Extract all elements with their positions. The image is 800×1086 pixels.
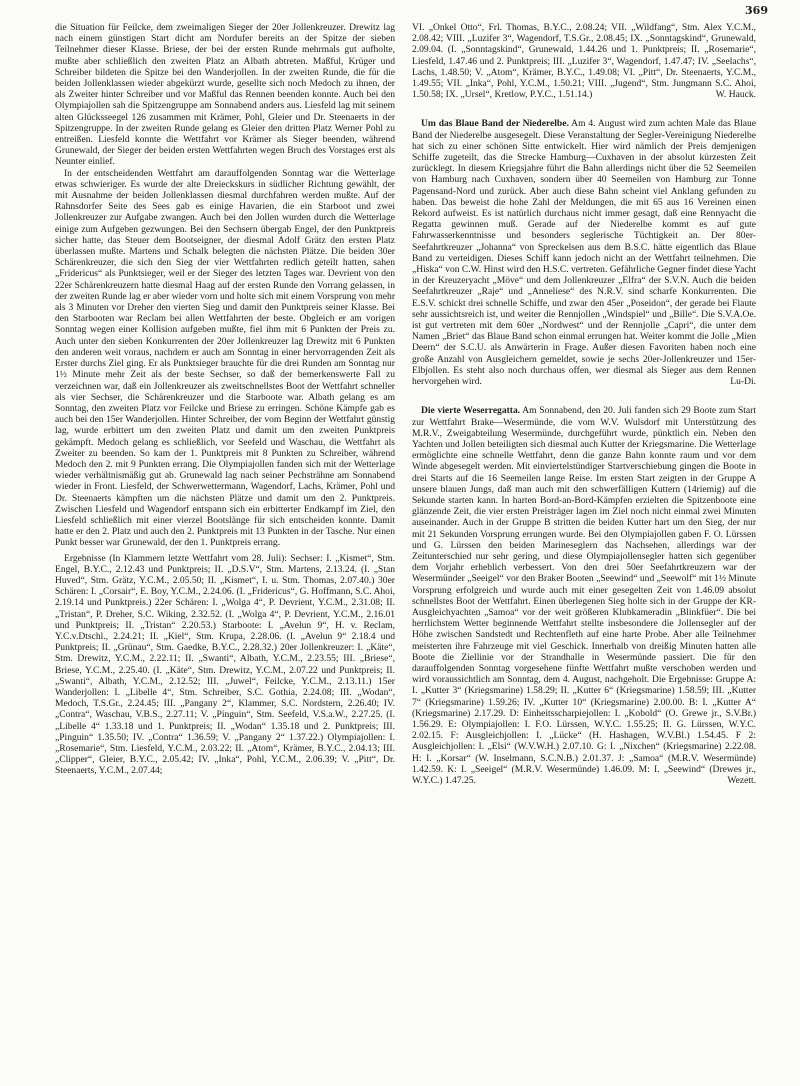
article-author: Lu-Di.	[730, 376, 756, 388]
article-author: W. Hauck.	[715, 89, 756, 101]
article-blaues-band	[412, 118, 756, 387]
page-number: 369	[745, 4, 768, 17]
article-heading: Die vierte Weserregatta.	[421, 405, 521, 417]
article-body: Am Sonnabend, den 20. Juli fanden sich 29 Boote zum Start zur Wettfahrt Brake—Wesermünde, die vom W.V. Wulsdorf mit Unterstützung des M.R.V., Zweigabteilung Wesermünde, durchgeführt wurde, pünktlich ein. Neben den Yachten und Jollen beteiligten sich diesmal auch Kutter der Kriegsmarine. Die Wetterlage ermöglichte eine schnelle Wettfahrt, denn die ganze Bahn konnte raum und vor dem Winde abgesegelt werden. Mit einviertelstündiger Startverschiebung gingen die Boote in drei Starts auf die 16 Seemeilen lange Reise. Im ersten Start zeigten in der Gruppe A unsere blauen Jungs, daß man auch mit den schwerfälligen Kuttern (14riemig) auf die Sekunde starten kann. In harten Bord-an-Bord-Kämpfen erzielten die Spitzenboote eine glänzende Zeit, die vier ersten Preisträger lagen im Ziel noch nicht einmal zwei Minuten auseinander. Auch in der Gruppe B stritten die beiden Kutter hart um den Sieg, der nur mit 21 Sekunden Vorsprung errungen wurde. Bei den Olympiajollen gaben F. O. Lürssen und G. Lürssen den beiden Marineseglern das Nachsehen, allerdings war der Zeitunterschied nur sehr gering, und diese Olympiajollensegler hatten sich gegenüber dem Vorjahr erheblich verbessert. Von den drei 50er Seefahrtkreuzern war der Wesermünder „Seeigel“ vor den Braker Booten „Seewind“ und „Seewolf“ mit 1½ Minute Vorsprung erfolgreich und wurde auch mit einer gesegelten Zeit von 1.46.09 absolut schnellstes Boot der Wettfahrt. Einen überlegenen Sieg holte sich in der Gruppe der KR-Ausgleichyachten „Samoa“ vor der weit größeren Klubkameradin „Blinkfüer“. Die bei herrlichstem Wetter beginnende Wettfahrt stellte insbesondere die Jollensegler auf der Höhe zwischen Sandstedt und Rechtenfleth auf eine harte Probe. Aber alle Teilnehmer meisterten ihre Fahrzeuge mit viel Geschick. Innerhalb von dreißig Minuten hatten alle Boote die Ziellinie vor der Strandhalle in Wesermünde passiert. Die für den darauffolgenden Sonntag vorgesehene fünfte Wettfahrt mußte verschoben werden und wird voraussichtlich am Sonntag, dem 4. August, nachgeholt. Die Ergebnisse: Gruppe A: I. „Kutter 3“ (Kriegsmarine) 1.58.29; II. „Kutter 6“ (Kriegsmarine) 1.58.59; III. „Kutter 7“ (Kriegsmarine) 1.59.26; IV. „Kutter 10“ (Kriegsmarine) 2.00.00. B: I. „Kutter A“ (Kriegsmarine) 2.17.29. D: Einheitsscharpiejollen: I. „Kobold“ (O. Grewe jr., S.V.Br.) 1.56.29. E: Olympiajollen: I. F.O. Lürssen, W.Y.C. 1.55.25; II. G. Lürssen, W.Y.C. 2.02.15. F: Ausgleichjollen: I. „Lücke“ (H. Hashagen, W.V.Bl.) 1.54.45. F 2: Ausgleichjollen: I. „Elsi“ (W.V.W.H.) 2.07.10. G: I. „Nixchen“ (Kriegsmarine) 2.22.08. H: I. „Korsar“ (W. Inselmann, S.C.N.B.) 2.01.37. J: „Samoa“ (M.R.V. Wesermünde) 1.42.59. K: I. „Seeigel“ (M.R.V. Wesermünde) 1.46.09. M: I. „Seewind“ (Drewes jr., W.Y.C.) 1.47.25.	[412, 405, 756, 786]
article-weserregatta	[412, 405, 756, 786]
article-author: Wezett.	[727, 775, 756, 786]
results-continuation	[412, 22, 756, 100]
right-column	[412, 22, 756, 786]
article-paragraph: die Situation für Feilcke, dem zweimaligen Sieger der 20er Jollenkreuzer. Drewitz lag nach einem günstigen Start dicht am Nordufer bereits an der Spitze der sieben Teilnehmer dieser Klasse. Briese, der bei der ersten Runde mehrmals gut aufholte, mußte aber schließlich den zweiten Platz an Albath abtreten. Maßful, Krüger und Schreiber bildeten die Spitze bei den Wanderjollen. In der zweiten Runde, die für die beiden Jollenklassen wieder abgekürzt wurde, gesellte sich noch Medoch zu ihnen, der als Zweiter hinter Schreiber und vor Maßful das Rennen beenden konnte. Auch bei den Olympiajollen sah die Spitzengruppe am Sonnabend anders aus. Liesfeld lag mit seinem alten Glücksseegel 126 zusammen mit Krämer, Pohl, Gleier und Dr. Steenaerts in der Spitzengruppe. In der zweiten Runde gelang es Gleier den dritten Platz Werner Pohl zu entreißen. Liesfeld konnte die Wettfahrt vor Krämer als Sieger beenden, während Grunewald, der Sieger der beiden ersten Wettfahrten wegen Bruch des Vorstages erst als Neunter einlief.	[55, 22, 395, 168]
results-continuation-text: VI. „Onkel Otto“, Frl. Thomas, B.Y.C., 2.08.24; VII. „Wildfang“, Stm. Alex Y.C.M., 2.08.42; VIII. „Luzifer 3“, Wagendorf, T.S.Gr., 2.08.45; IX. „Sonntagskind“, Grunewald, 2.09.04. (I. „Sonntagskind“, Grunewald, 1.44.26 und 1. Punktpreis; II. „Rosemarie“, Liesfeld, 1.47.46 und 2. Punktpreis; III. „Luzifer 3“, Wagendorf, 1.47.47; IV. „Seelachs“, Lachs, 1.48.50; V. „Atom“, Krämer, B.Y.C., 1.49.08; VI. „Pitt“, Dr. Steenaerts, Y.C.M., 1.49.55; VII. „Inka“, Pohl, Y.C.M., 1.50.21; VIII. „Jugend“, Stm. Jungmann S.C. Ahoi, 1.50.58; IX. „Ursel“, Kretlow, P.Y.C., 1.51.14.)	[412, 22, 756, 101]
article-heading: Um das Blaue Band der Niederelbe.	[421, 118, 569, 130]
article-paragraph: In der entscheidenden Wettfahrt am darauffolgenden Sonntag war die Wetterlage etwas schwieriger. Es wurde der alte Dreieckskurs in südlicher Richtung gewählt, der mit Ausnahme der beiden Jollenklassen diesmal durchfahren werden mußte. Auf der Rahnsdorfer Seite des Sees gab es einige Havarien, die ein Starboot und zwei Jollenkreuzer zur Aufgabe zwangen. Auch bei den Jollen wurden durch die Wetterlage einige zum Aufgeben gezwungen. Bei den Sechsern übergab Engel, der den Punktpreis sicher hatte, das Steuer dem Bootseigner, der diesmal Adolf Grätz den ersten Platz überlassen mußte. Martens und Schalk belegten die nächsten Plätze. Die beiden 30er Schärenkreuzer, die sich den Sieg der vier Wettfahrten redlich geteilt hatten, sahen „Fridericus“ als Punktsieger, weil er der Sieger des letzten Tages war. Devrient von den 22er Schärenkreuzern hatte diesmal Haag auf der ersten Runde den Vorrang gelassen, in der zweiten Runde lag er aber wieder vorn und holte sich mit einem Vorsprung von mehr als 3 Minuten vor Dreher den vierten Sieg und damit den Punktpreis seiner Klasse. Bei den Starbooten war Reclam bei allen Wettfahrten der beste. Obgleich er am vorigen Sonntag wegen einer Kollision aufgeben mußte, fiel ihm mit 6 Punkten der Preis zu. Auch unter den sieben Konkurrenten der 20er Jollenkreuzer lag Drewitz mit 6 Punkten den anderen weit voraus, nachdem er auch am Sonntag in einer hervorragenden Zeit als Erster durchs Ziel ging. Er als Punktsieger brauchte für die drei Runden am Sonntag nur 1½ Minute mehr Zeit als der beste Sechser, so daß der bemerkenswerte Fall zu verzeichnen war, daß ein Jollenkreuzer als zweitschnellstes Boot der Wettfahrt schneller als vier Sechser, die Schärenkreuzer und die Starboote war. Albath gelang es am Sonntag, den zweiten Platz vor Feilcke und Briese zu erringen. Schöne Kämpfe gab es auch bei den 15er Wanderjollen. Hinter Schreiber, der vom Beginn der Wettfahrt günstig lag, wurde erbittert um den zweiten Platz und damit um den zweiten Punktpreis gekämpft. Medoch gelang es schließlich, vor Seefeld und Waschau, die Wettfahrt als Zweiter zu beenden. So kam der 1. Punktpreis mit 8 Punkten zu Schreiber, während Medoch den 2. mit 9 Punkten errang. Die Olympiajollen fanden sich mit der Wetterlage wieder verhältnismäßig gut ab. Grunewald lag nach seiner Pechsträhne am Sonnabend wieder in Front. Liesfeld, der Schwerwettermann, Wagendorf, Lachs, Krämer, Pohl und Dr. Steenaerts kämpften um die nächsten Plätze und damit um den 2. Punktpreis. Zwischen Liesfeld und Wagendorf entspann sich ein erbitterter Endkampf im Ziel, den Liesfeld schließlich mit einer vierzel Bootslänge für sich entscheiden konnte. Damit hatte er den 2. Platz und auch den 2. Punktpreis mit 13 Punkten in der Tasche. Nur einen Punkt besser war Grunewald, der den 1. Punktpreis errang.	[55, 167, 395, 549]
article-body: Am 4. August wird zum achten Male das Blaue Band der Niederelbe ausgesegelt. Diese Veranstaltung der Segler-Vereinigung Niederelbe hat sich zu einer schönen Sitte entwickelt. Hier wird nämlich der Preis demjenigen Schiffe zugeteilt, das die Strecke Hamburg—Cuxhaven in der absolut kürzesten Zeit zurücklegt. In diesem Kriegsjahre führt die Bahn allerdings nicht über die 52 Seemeilen von Hamburg nach Cuxhaven, sondern über 40 Seemeilen von Hamburg zur Tonne Pagensand-Nord und zurück. Aber auch diese Bahn scheint viel Anklang gefunden zu haben. Das beweist die hohe Zahl der Meldungen, die mit 65 aus 16 Vereinen einen Rekord aufweist. Es ist natürlich durchaus nicht immer gesagt, daß eine Rennyacht die Regatta gewinnen muß. Gerade auf der Niederelbe kommt es auf gute Fahrwasserkenntnisse und besonders seglerische Tüchtigkeit an. Der 80er-Seefahrtkreuzer „Johanna“ von Spreckelsen aus dem B.S.C. hätte eigentlich das Blaue Band zu verteidigen. Dieses Schiff kann jedoch nicht an der Wettfahrt teilnehmen. Die „Hiska“ von C.W. Hinst wird den H.S.C. vertreten. Gefährliche Gegner findet diese Yacht in der Kreuzeryacht „Möve“ und dem Jollenkreuzer „Elfra“ der S.V.N. Auch die beiden Seefahrtkreuzer „Raje“ und „Anneliese“ des N.R.V. sind scharfe Konkurrenten. Die E.S.V. schickt drei schnelle Schiffe, und zwar den 45er „Poseidon“, der gerade bei Flaute sehr aussichtsreich ist, und weiter die Rennjollen „Windspiel“ und „Bille“. Die S.V.A.Oe. ist gut vertreten mit dem 60er „Nordwest“ und der Rennjolle „Capri“, die unter dem Namen „Briet“ das Blaue Band schon einmal errungen hat. Weiter kommt die Jolle „Mien Deern“ der S.C.U. als Anwärterin in Frage. Außer diesen Favoriten haben noch eine große Anzahl von Ausgleichern gemeldet, sowie je sechs 20er-Jollenkreuzer und 15er-Elbjollen. Es steht also noch durchaus offen, wer diesmal als Sieger aus dem Rennen hervorgehen wird.	[412, 118, 756, 388]
left-column	[55, 22, 395, 777]
results-paragraph: Ergebnisse (In Klammern letzte Wettfahrt vom 28. Juli): Sechser: I. „Kismet“, Stm. Engel, B.Y.C., 2.12.43 und Punktpreis; II. „D.S.V“, Stm. Martens, 2.13.24. (I. „Stan Huved“, Stm. Grätz, Y.C.M., 2.05.50; II. „Kismet“, I. u. Stm. Thomas, 2.07.40.) 30er Schären: I. „Corsair“, E. Boy, Y.C.M., 2.24.06. (I. „Fridericus“, G. Hoffmann, S.C. Ahoi, 2.19.14 und Punktpreis.) 22er Schären: I. „Wolga 4“, P. Devrient, Y.C.M., 2.31.08; II. „Tristan“, P. Dreher, S.C. Wiking, 2.32.52. (I. „Wolga 4“, P. Devrient, Y.C.M., 2.16.01 und Punktpreis; II. „Tristan“ 2.20.53.) Starboote: I. „Avelun 9“, H. v. Reclam, Y.C.v.Dtschl., 2.24.21; II. „Kiel“, Stm. Krupa, 2.28.06. (I. „Avelun 9“ 2.18.4 und Punktpreis; II. „Grünau“, Stm. Gaedke, B.Y.C., 2.28.32.) 20er Jollenkreuzer: I. „Käte“, Stm. Drewitz, Y.C.M., 2.22.11; II. „Swanti“, Albath, Y.C.M., 2.23.55; III. „Briese“, Briese, Y.C.M., 2.25.40. (I. „Käte“, Stm. Drewitz, Y.C.M., 2.07.22 und Punktpreis; II. „Swanti“, Albath, Y.C.M., 2.12.52; III. „Juwel“, Feilcke, Y.C.M., 2.13.11.) 15er Wanderjollen: I. „Libelle 4“, Stm. Schreiber, S.C. Gothia, 2.24.08; III. „Wodan“, Medoch, T.S.Gr., 2.24.45; III. „Pangany 2“, Klammer, S.C. Nordstern, 2.26.40; IV. „Contra“, Waschau, V.B.S., 2.27.11; V. „Pinguin“, Stm. Seefeld, V.S.a.W., 2.27.25. (I. „Libelle 4“ 1.33.18 und 1. Punktpreis; II. „Wodan“ 1.35.18 und 2. Punktpreis; III. „Pinguin“ 1.35.50; IV. „Contra“ 1.36.59; V. „Pangany 2“ 1.37.22.) Olympiajollen: I. „Rosemarie“, Stm. Liesfeld, Y.C.M., 2.03.22; II. „Atom“, Krämer, B.Y.C., 2.04.13; III. „Clipper“, Gleier, B.Y.C., 2.05.42; IV. „Inka“, Pohl, Y.C.M., 2.06.39; V. „Pitt“, Dr. Steenaerts, Y.C.M., 2.07.44;	[55, 552, 395, 777]
